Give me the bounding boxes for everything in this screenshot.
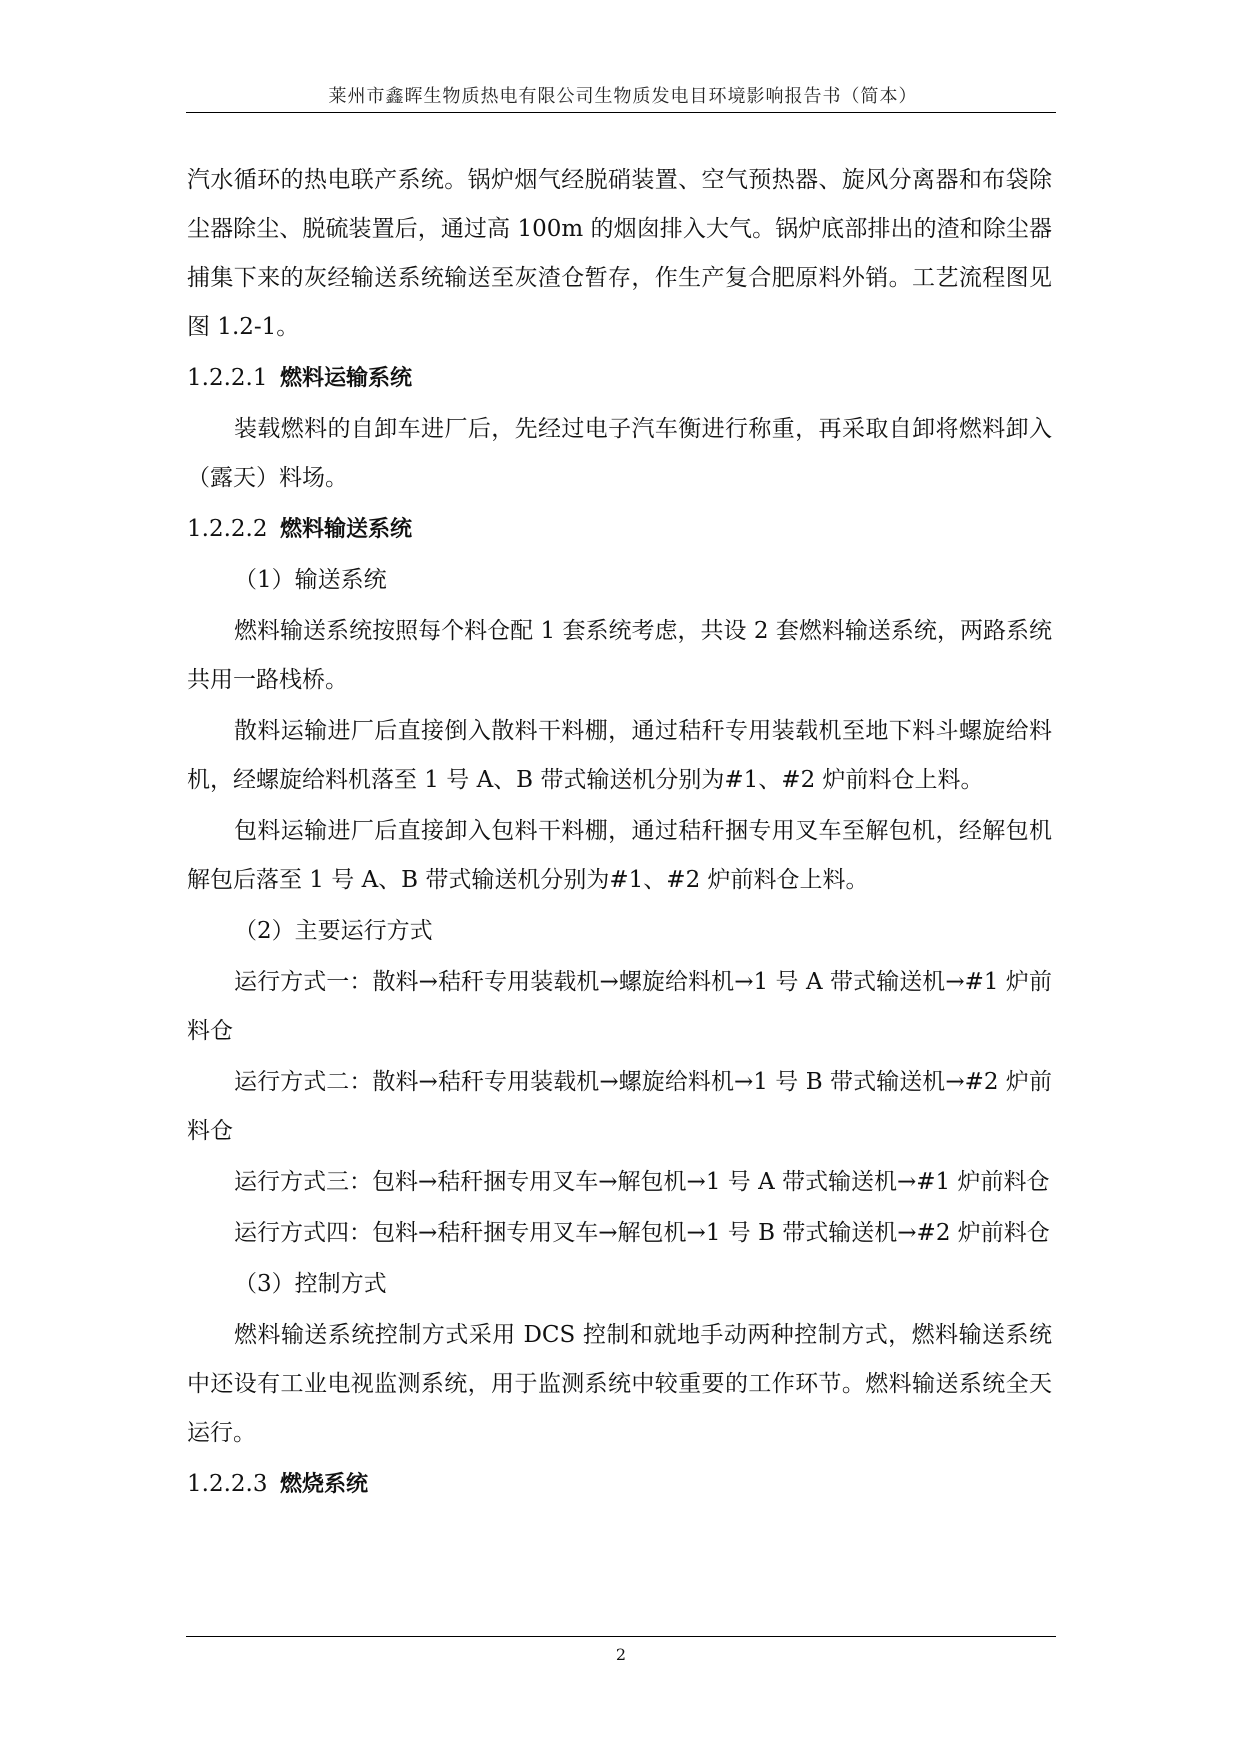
operating-mode-4: 运行方式四：包料→秸秆捆专用叉车→解包机→1 号 B 带式输送机→#2 炉前料仓 [234,1220,1050,1246]
subheading-control-mode: （3）控制方式 [234,1271,387,1297]
footer-rule [186,1636,1056,1637]
section-heading-1-2-2-1 [187,354,1052,403]
section-title: 燃料运输系统 [280,366,413,391]
document-body [187,156,1052,1511]
paragraph-conveying-config: 燃料输送系统按照每个料仓配 1 套系统考虑，共设 2 套燃料输送系统，两路系统共用一路栈桥。 [187,618,1052,693]
paragraph-process-summary: 汽水循环的热电联产系统。锅炉烟气经脱硝装置、空气预热器、旋风分离器和布袋除尘器除尘、脱硫装置后，通过高 100m 的烟囱排入大气。锅炉底部排出的渣和除尘器捕集下来的灰经输送系统输送至灰渣仓暂存，作生产复合肥原料外销。工艺流程图见图 1.2-1。 [187,167,1052,340]
subheading-operating-modes: （2）主要运行方式 [234,918,433,944]
section-number: 1.2.2.3 [187,1471,268,1497]
section-title: 燃料输送系统 [280,517,413,542]
paragraph-baled-material: 包料运输进厂后直接卸入包料干料棚，通过秸秆捆专用叉车至解包机，经解包机解包后落至 1 号 A、B 带式输送机分别为#1、#2 炉前料仓上料。 [187,818,1052,893]
operating-mode-1: 运行方式一：散料→秸秆专用装载机→螺旋给料机→1 号 A 带式输送机→#1 炉前料仓 [187,969,1052,1044]
section-number: 1.2.2.2 [187,516,268,542]
operating-mode-3: 运行方式三：包料→秸秆捆专用叉车→解包机→1 号 A 带式输送机→#1 炉前料仓 [234,1169,1050,1195]
paragraph-bulk-material: 散料运输进厂后直接倒入散料干料棚，通过秸秆专用装载机至地下料斗螺旋给料机，经螺旋给料机落至 1 号 A、B 带式输送机分别为#1、#2 炉前料仓上料。 [187,718,1052,793]
subheading-conveying-system: （1）输送系统 [234,567,387,593]
section-heading-1-2-2-3 [187,1460,1052,1509]
section-heading-1-2-2-2 [187,505,1052,554]
header-rule [186,112,1056,113]
paragraph-fuel-transport: 装载燃料的自卸车进厂后，先经过电子汽车衡进行称重，再采取自卸将燃料卸入（露天）料场。 [187,416,1052,491]
operating-mode-2: 运行方式二：散料→秸秆专用装载机→螺旋给料机→1 号 B 带式输送机→#2 炉前料仓 [187,1069,1052,1144]
section-number: 1.2.2.1 [187,365,268,391]
page-number: 2 [615,1645,627,1664]
section-title: 燃烧系统 [280,1472,369,1497]
paragraph-control-mode: 燃料输送系统控制方式采用 DCS 控制和就地手动两种控制方式，燃料输送系统中还设有工业电视监测系统，用于监测系统中较重要的工作环节。燃料输送系统全天运行。 [187,1322,1052,1446]
running-header: 莱州市鑫晖生物质热电有限公司生物质发电目环境影响报告书（简本） [328,86,918,107]
